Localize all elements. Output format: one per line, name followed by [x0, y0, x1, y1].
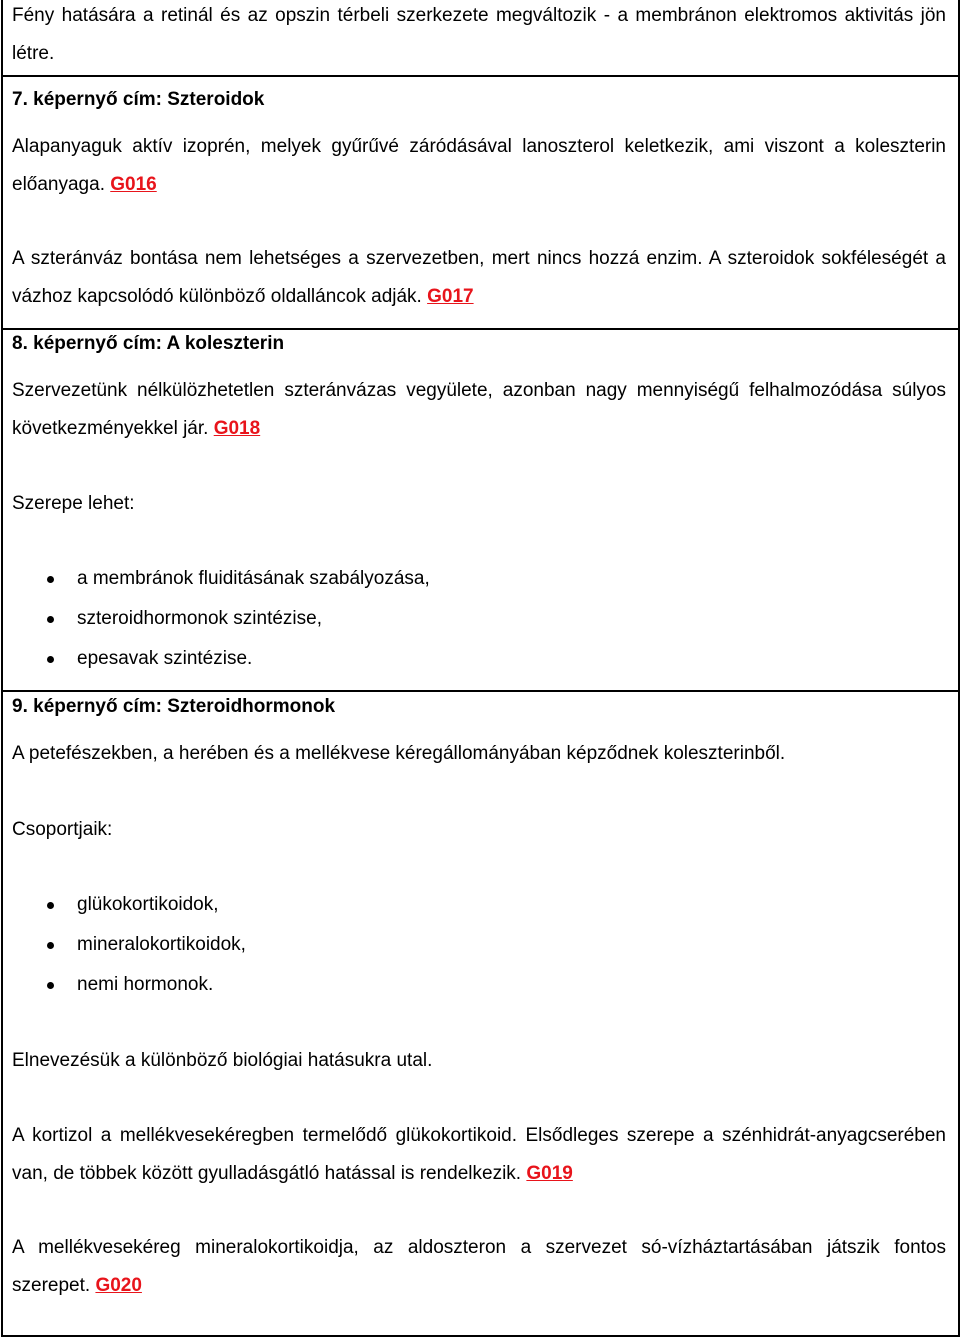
paragraph-text: Alapanyaguk aktív izoprén, melyek gyűrűvé záródásával lanoszterol keletkezik, ami viszont a koleszterin előanyaga.	[12, 136, 946, 195]
g019-link[interactable]: G019	[526, 1162, 573, 1184]
role-label: Szerepe lehet:	[12, 493, 135, 514]
section-9-paragraph-1: A petefészekben, a herében és a mellékvese kéregállományában képződnek koleszterinből.	[12, 743, 786, 764]
section-9-paragraph-4	[12, 1229, 946, 1304]
role-list	[12, 559, 946, 679]
list-item: nemi hormonok.	[12, 965, 946, 1005]
g020-link[interactable]: G020	[95, 1274, 142, 1296]
list-item: a membránok fluiditásának szabályozása,	[12, 559, 946, 599]
section-7-title: 7. képernyő cím: Szteroidok	[12, 89, 265, 110]
g017-link[interactable]: G017	[427, 285, 474, 307]
intro-paragraph: Fény hatására a retinál és az opszin térbeli szerkezete megváltozik - a membránon elektromos aktivitás jön létre.	[12, 5, 946, 64]
section-7-paragraph-2	[12, 240, 946, 315]
divider	[1, 75, 958, 77]
groups-list	[12, 885, 946, 1005]
list-item: mineralokortikoidok,	[12, 925, 946, 965]
list-item: szteroidhormonok szintézise,	[12, 599, 946, 639]
section-8-title: 8. képernyő cím: A koleszterin	[12, 333, 285, 354]
groups-label: Csoportjaik:	[12, 819, 113, 840]
section-7-paragraph-1	[12, 128, 946, 203]
section-9-title: 9. képernyő cím: Szteroidhormonok	[12, 696, 336, 717]
paragraph-text: A kortizol a mellékvesekéregben termelődő glükokortikoid. Elsődleges szerepe a szénhidrát-anyagcserében van, de többek között gyulladásgátló hatással is rendelkezik.	[12, 1125, 946, 1184]
g016-link[interactable]: G016	[110, 173, 157, 195]
section-9-paragraph-3	[12, 1117, 946, 1192]
section-9-paragraph-2: Elnevezésük a különböző biológiai hatásukra utal.	[12, 1050, 433, 1071]
paragraph-text: Szervezetünk nélkülözhetetlen szteránvázas vegyülete, azonban nagy mennyiségű felhalmozódása súlyos következményekkel jár.	[12, 380, 946, 439]
paragraph-text: A szteránváz bontása nem lehetséges a szervezetben, mert nincs hozzá enzim. A szteroidok sokféleségét a vázhoz kapcsolódó különböző oldalláncok adják.	[12, 248, 946, 307]
paragraph-text: A mellékvesekéreg mineralokortikoidja, az aldoszteron a szervezet só-vízháztartásában játszik fontos szerepet.	[12, 1237, 946, 1296]
list-item: glükokortikoidok,	[12, 885, 946, 925]
list-item: epesavak szintézise.	[12, 639, 946, 679]
g018-link[interactable]: G018	[213, 417, 261, 439]
section-8-paragraph-1	[12, 372, 946, 447]
